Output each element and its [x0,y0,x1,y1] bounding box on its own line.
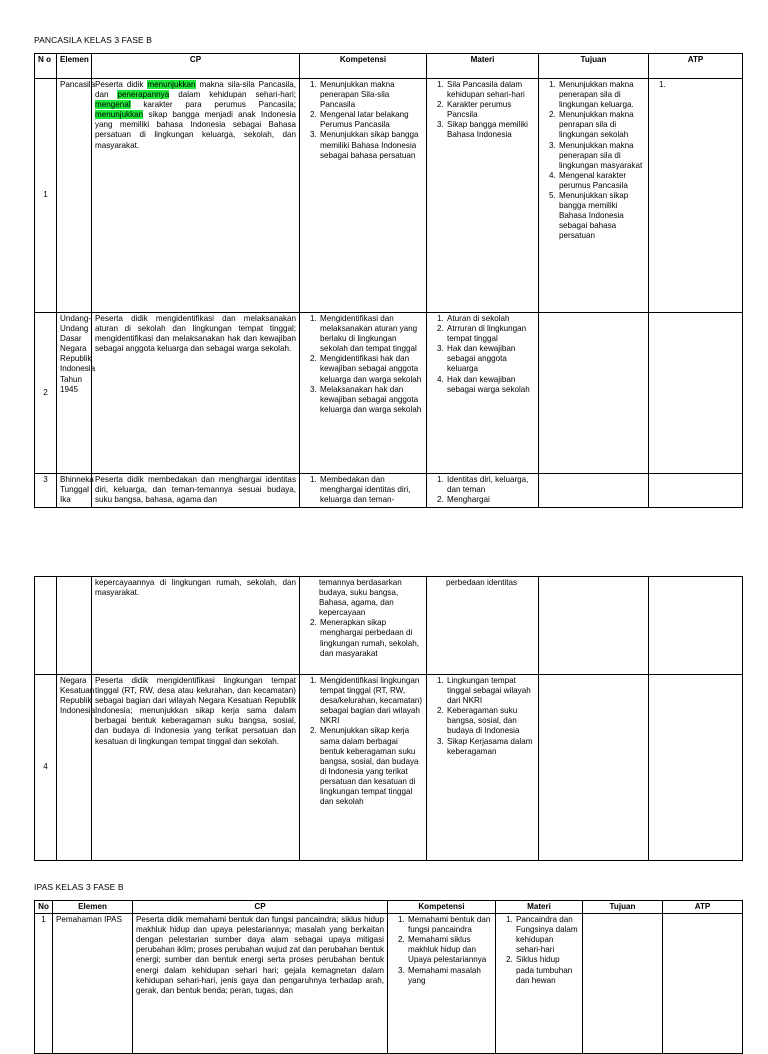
list-item: 1. Mengidentifikasi dan melaksanakan aturan yang berlaku di lingkungan sekolah dan tempat tinggal [319,314,423,354]
list-item: 2. Menunjukkan sikap kerja sama dalam berbagai bentuk keberagaman suku bangsa, sosial, dan budaya di Indonesia yang terikat persatuan dan kesatuan di lingkungan tempat tinggal dan sekolah [319,726,423,807]
cp-cell: kepercayaannya di lingkungan rumah, sekolah, dan masyarakat. [92,577,300,675]
cp-text-segment: Peserta didik [95,80,148,89]
row-number: 2 [35,313,57,474]
tujuan-cell [583,914,663,1054]
row-number: 1 [35,914,53,1054]
header-elemen: Elemen [53,901,133,914]
list-item: 2. Memahami siklus makhluk hidup dan Upaya pelestariannya [407,935,492,965]
elemen-cell: Pancasila [57,79,92,313]
tujuan-cell [539,675,649,861]
table-row [35,79,743,313]
highlighted-keyword: menunjukkan [147,80,196,89]
header-kompetensi: Kompetensi [300,54,427,79]
header-cp: CP [92,54,300,79]
row-number: 1 [35,79,57,313]
materi-cell [427,313,539,474]
atp-cell [649,675,743,861]
list-item: 1. Lingkungan tempat tinggal sebagai wilayah dari NKRI [446,676,535,706]
highlighted-keyword: menunjukkan [95,110,144,120]
kompetensi-cell [388,914,496,1054]
list-item: 3. Melaksanakan hak dan kewajiban sebagai anggota keluarga dan warga sekolah [319,385,423,415]
table-row [35,474,743,508]
kompetensi-cell [300,79,427,313]
pancasila-table [34,53,743,508]
cp-cell: Peserta didik membedakan dan menghargai identitas diri, keluarga, dan teman-temannya sesuai budaya, suku bangsa, bahasa, agama dan [92,474,300,508]
list-item: 4. Hak dan kewajiban sebagai warga sekolah [446,375,535,395]
list-item: 2. Menghargai [446,495,535,505]
list-item: 1. Memahami bentuk dan fungsi pancaindra [407,915,492,935]
elemen-cell [57,577,92,675]
list-item: 1. Menunjukkan makna penerapan Sila-sila Pancasila [319,80,423,110]
list-item: 2. Menunjukkan makna penrapan sila di lingkungan sekolah [558,110,645,140]
header-materi: Materi [496,901,583,914]
pancasila-section-title: PANCASILA KELAS 3 FASE B [34,35,152,45]
kompetensi-continued-text: temannya berdasarkan budaya, suku bangsa, Bahasa, agama, dan kepercayaan [319,578,402,618]
atp-cell [649,577,743,675]
kompetensi-cell [300,675,427,861]
cp-text-segment: sikap bangga menjadi anak Indonesia yang memiliki bahasa Indonesia sebagai Bahasa persatuan di lingkungan keluarga, sekolah, dan masyarakat. [95,110,296,150]
header-tujuan: Tujuan [583,901,663,914]
table-header-row [35,54,743,79]
cp-cell [92,79,300,313]
header-kompetensi: Kompetensi [388,901,496,914]
kompetensi-cell [300,474,427,508]
atp-cell [649,79,743,313]
list-item: 1. Pancaindra dan Fungsinya dalam kehidupan sehari-hari [515,915,579,955]
list-item: 1. Menunjukkan makna penerapan sila di lingkungan keluarga. [558,80,645,110]
cp-text-segment: karakter para perumus Pancasila; [130,100,296,110]
list-item: 3. Menunjukkan sikap bangga memiliki Bahasa Indonesia sebagai bahasa persatuan [319,130,423,160]
header-materi: Materi [427,54,539,79]
header-cp: CP [133,901,388,914]
header-atp: ATP [663,901,743,914]
kompetensi-cell [300,313,427,474]
materi-cell [427,577,539,675]
list-item: 1. Aturan di sekolah [446,314,535,324]
table-row [35,313,743,474]
elemen-cell: Bhinneka Tunggal Ika [57,474,92,508]
materi-cell [496,914,583,1054]
elemen-cell: Pemahaman IPAS [53,914,133,1054]
pancasila-table-continued [34,576,743,861]
header-no: N o [35,54,57,79]
list-item: 1. Identitas diri, keluarga, dan teman [446,475,535,495]
atp-cell [649,474,743,508]
list-item: 1. Membedakan dan menghargai identitas diri, keluarga dan teman- [319,475,423,505]
table-row [35,577,743,675]
list-item: 3. Hak dan kewajiban sebagai anggota keluarga [446,344,535,374]
materi-cell [427,474,539,508]
cp-text-segment: dalam kehidupan sehari-hari; [169,90,296,100]
tujuan-cell [539,313,649,474]
cp-cell: Peserta didik memahami bentuk dan fungsi pancaindra; siklus hidup makhluk hidup dan upaya pelestariannya; masalah yang berkaitan dengan pelestarian sumber daya alam sebagai upaya mitigasi perubahan iklim; proses perubahan wujud zat dan perubahan bentuk energi; sumber dan bentuk energi serta proses perubahan bentuk energi dalam kehidupan sehari hari; gejala kemagnetan dalam kehidupan sehari-hari, jenis gaya dan pengaruhnya terhadap arah, gerak, dan bentuk benda; peran, tugas, dan [133,914,388,1054]
list-item: 2. Mengenal latar belakang Perumus Pancasila [319,110,423,130]
materi-continued-text: perbedaan identitas [446,578,518,587]
highlighted-keyword: penerapannya [117,90,170,100]
row-number: 3 [35,474,57,508]
tujuan-cell [539,577,649,675]
list-item: 2. Menerapkan sikap menghargai perbedaan di lingkungan rumah, sekolah, dan masyarakat [319,618,423,658]
list-item: 1. Mengidentifikasi lingkungan tempat tinggal (RT, RW, desa/kelurahan, kecamatan) sebagai bagian dari wilayah NKRI [319,676,423,726]
list-item: 2. Atrruran di lingkungan tempat tinggal [446,324,535,344]
list-item: 4. Mengenal karakter perumus Pancasila [558,171,645,191]
cp-cell: Peserta didik mengidentifikasi dan melaksanakan aturan di sekolah dan lingkungan tempat tinggal; mengidentifikasi dan melaksanakan hak dan kewajiban sebagai anggota keluarga dan sebagai warga sekolah. [92,313,300,474]
list-item: 2. Karakter perumus Pancsila [446,100,535,120]
list-item: 5. Menunjukkan sikap bangga memiliki Bahasa Indonesia sebagai bahasa persatuan [558,191,645,241]
row-number [35,577,57,675]
header-no: No [35,901,53,914]
list-item: 2. Mengidentifikasi hak dan kewajiban sebagai anggota keluarga dan warga sekolah [319,354,423,384]
cp-text-segment: makna sila-sila Pancasila, dan [95,80,296,100]
atp-cell [649,313,743,474]
materi-cell [427,79,539,313]
table-header-row [35,901,743,914]
list-item: 2. Keberagaman suku bangsa, sosial, dan budaya di Indonesia [446,706,535,736]
atp-cell [663,914,743,1054]
materi-cell [427,675,539,861]
highlighted-keyword: mengenal [95,100,131,110]
list-item: 1. Sila Pancasila dalam kehidupan sehari-hari [446,80,535,100]
cp-cell: Peserta didik mengidentifikasi lingkungan tempat tinggal (RT, RW, desa atau kelurahan, dan kecamatan) sebagai bagian dari wilayah Negara Kesatuan Republik Indonesia; menunjukkan sikap kerja sama dalam berbagai bentuk keberagaman suku bangsa, sosial, dan budaya di Indonesia yang terikat persatuan dan kesatuan di lingkungan tempat tinggal dan sekolah. [92,675,300,861]
table-row [35,675,743,861]
elemen-cell: Negara Kesatuan Republik Indonesia [57,675,92,861]
ipas-table [34,900,743,1054]
header-tujuan: Tujuan [539,54,649,79]
list-item: 3. Memahami masalah yang [407,966,492,986]
elemen-cell: Undang-Undang Dasar Negara Republik Indonesia Tahun 1945 [57,313,92,474]
ipas-section-title: IPAS KELAS 3 FASE B [34,882,124,892]
tujuan-cell [539,474,649,508]
list-item: 2. Siklus hidup pada tumbuhan dan hewan [515,955,579,985]
table-row [35,914,743,1054]
list-item [668,80,739,90]
list-item: 3. Sikap Kerjasama dalam keberagaman [446,737,535,757]
header-elemen: Elemen [57,54,92,79]
list-item: 3. Menunjukkan makna penerapan sila di lingkungan masyarakat [558,141,645,171]
header-atp: ATP [649,54,743,79]
row-number: 4 [35,675,57,861]
tujuan-cell [539,79,649,313]
list-item: 3. Sikap bangga memiliki Bahasa Indonesia [446,120,535,140]
kompetensi-cell [300,577,427,675]
